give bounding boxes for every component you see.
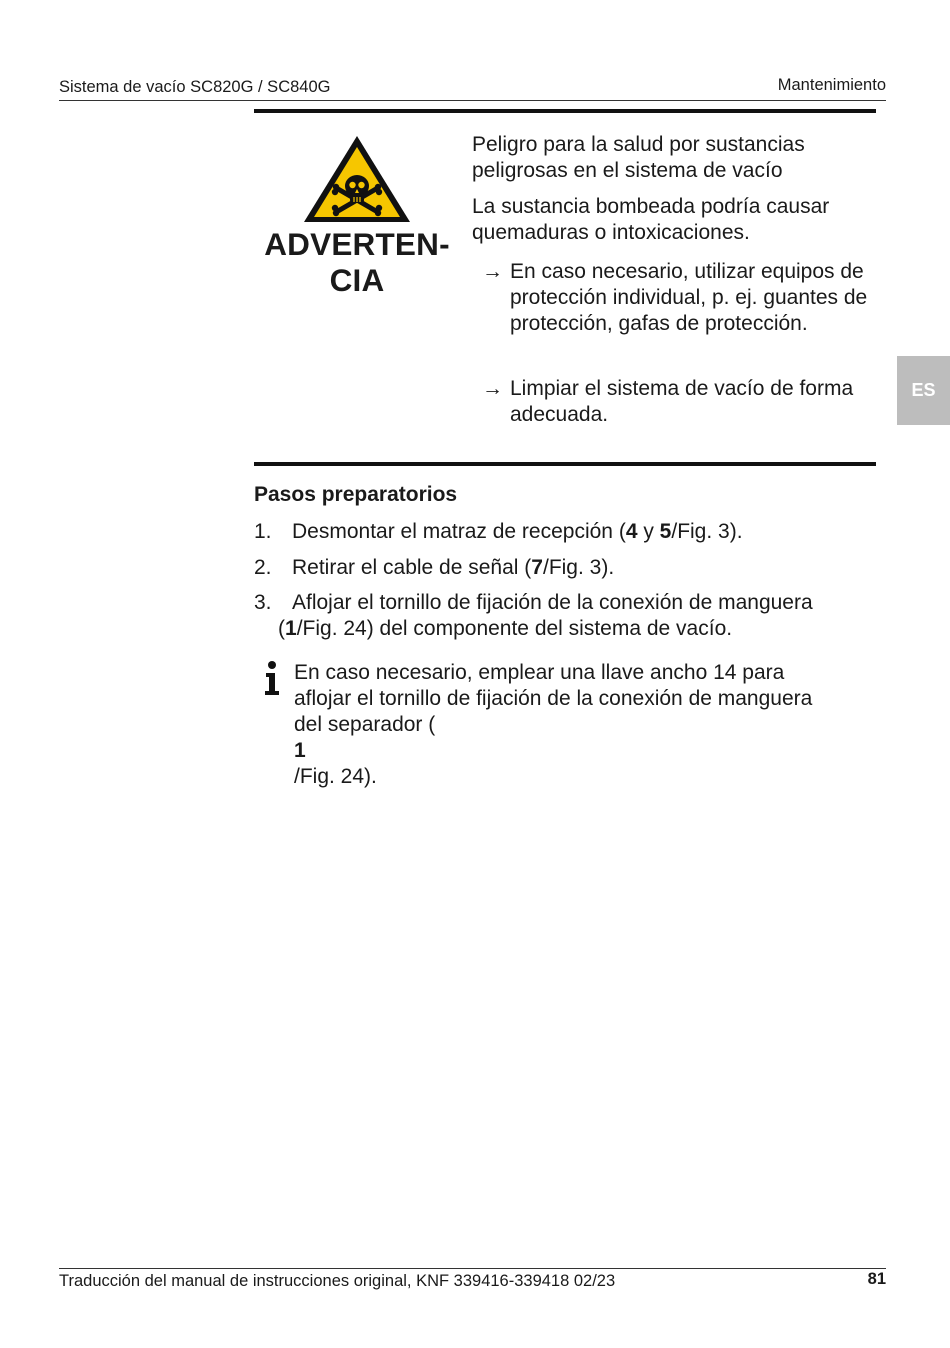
header-divider (59, 100, 886, 101)
info-icon (264, 660, 280, 696)
arrow-right-icon: → (482, 260, 503, 283)
safety-action-text: Limpiar el sistema de vacío de forma adecuada. (510, 377, 854, 426)
page-number: 81 (867, 1270, 886, 1288)
warning-top-rule (254, 109, 876, 113)
info-note-line: aflojar el tornillo de fijación de la conexión de manguera (294, 687, 813, 710)
signal-word-line1: ADVERTEN- (264, 226, 450, 262)
step-text: Desmontar el matraz de recepción (4 y 5/Fig. 3). (292, 520, 743, 543)
step-text-continued: (1/Fig. 24) del componente del sistema de vacío. (278, 617, 733, 640)
toxic-hazard-icon (301, 133, 413, 225)
arrow-right-icon: → (482, 377, 503, 400)
step-number: 2. (254, 556, 272, 579)
footer-text: Traducción del manual de instrucciones original, KNF 339416-339418 02/23 (59, 1272, 616, 1290)
hazard-consequence: La sustancia bombeada podría causar quemaduras o intoxicaciones. (472, 195, 830, 244)
safety-action-text: En caso necesario, utilizar equipos de protección individual, p. ej. guantes de protección, gafas de protección. (510, 260, 868, 335)
language-tab: ES (897, 356, 950, 425)
signal-word (257, 226, 457, 298)
running-header-title: Sistema de vacío SC820G / SC840G (59, 78, 331, 96)
signal-word-line2: CIA (329, 262, 385, 298)
info-note-line: En caso necesario, emplear una llave ancho 14 para (294, 661, 785, 684)
running-header-section: Mantenimiento (777, 76, 886, 94)
warning-bottom-rule (254, 462, 876, 466)
step-text: Aflojar el tornillo de fijación de la conexión de manguera (292, 591, 813, 614)
footer-divider (59, 1268, 886, 1269)
hazard-description: Peligro para la salud por sustancias peligrosas en el sistema de vacío (472, 133, 805, 182)
section-title: Pasos preparatorios (254, 483, 458, 506)
step-number: 1. (254, 520, 272, 543)
info-note-line: del separador ( 1 /Fig. 24). (294, 713, 436, 788)
info-note (294, 660, 874, 790)
step-number: 3. (254, 591, 272, 614)
step-text: Retirar el cable de señal (7/Fig. 3). (292, 556, 615, 579)
